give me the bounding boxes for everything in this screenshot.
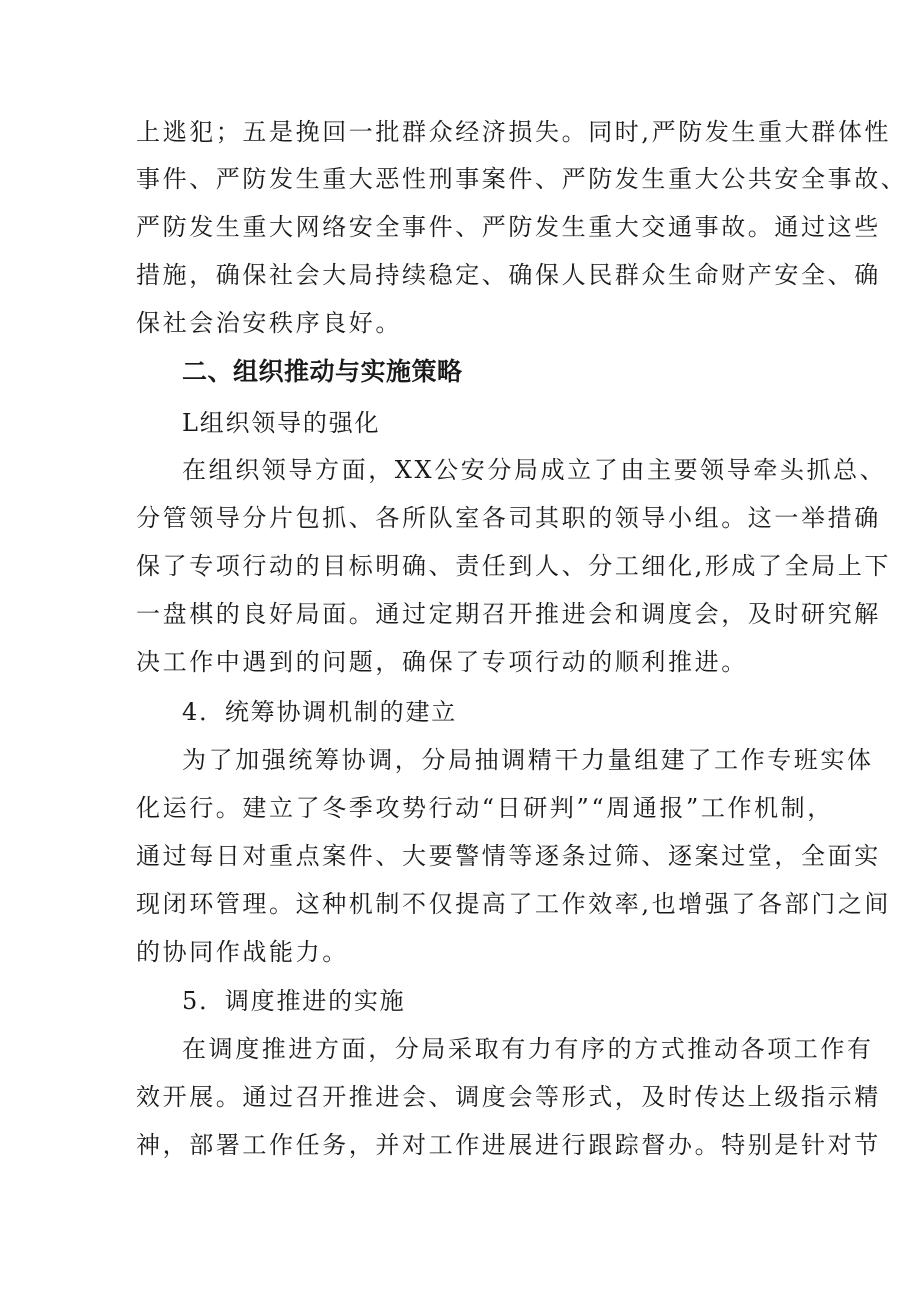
paragraph-line: 化运行。建立了冬季攻势行动“日研判”“周通报”工作机制， (136, 794, 834, 822)
paragraph-line: 措施，确保社会大局持续稳定、确保人民群众生命财产安全、确 (136, 261, 881, 289)
paragraph-line: 事件、严防发生重大恶性刑事案件、严防发生重大公共安全事故、 (136, 165, 908, 193)
paragraph-line: 分管领导分片包抓、各所队室各司其职的领导小组。这一举措确 (136, 504, 881, 532)
subsection-heading: L组织领导的强化 (182, 409, 381, 437)
subsection-heading: 4．统筹协调机制的建立 (182, 698, 458, 726)
subsection-heading: 5．调度推进的实施 (182, 987, 406, 1015)
paragraph-line: 通过每日对重点案件、大要警情等逐条过筛、逐案过堂，全面实 (136, 842, 881, 870)
paragraph-line: 保社会治安秩序良好。 (136, 309, 402, 337)
paragraph-line: 神，部署工作任务，并对工作进展进行跟踪督办。特别是针对节 (136, 1131, 881, 1159)
paragraph-line: 在调度推进方面，分局采取有力有序的方式推动各项工作有 (182, 1035, 874, 1063)
paragraph-line: 一盘棋的良好局面。通过定期召开推进会和调度会，及时研究解 (136, 600, 881, 628)
paragraph-line: 在组织领导方面，XX公安分局成立了由主要领导牵头抓总、 (182, 456, 887, 484)
section-heading: 二、组织推动与实施策略 (182, 357, 463, 386)
paragraph-line: 决工作中遇到的问题，确保了专项行动的顺利推进。 (136, 648, 748, 676)
paragraph-line: 的协同作战能力。 (136, 938, 349, 966)
paragraph-line: 为了加强统筹协调，分局抽调精干力量组建了工作专班实体 (182, 746, 874, 774)
paragraph-line: 现闭环管理。这种机制不仅提高了工作效率,也增强了各部门之间 (136, 890, 892, 918)
paragraph-line: 严防发生重大网络安全事件、严防发生重大交通事故。通过这些 (136, 213, 881, 241)
paragraph-line: 上逃犯；五是挽回一批群众经济损失。同时,严防发生重大群体性 (136, 118, 892, 146)
paragraph-line: 保了专项行动的目标明确、责任到人、分工细化,形成了全局上下 (136, 552, 892, 580)
paragraph-line: 效开展。通过召开推进会、调度会等形式，及时传达上级指示精 (136, 1083, 881, 1111)
